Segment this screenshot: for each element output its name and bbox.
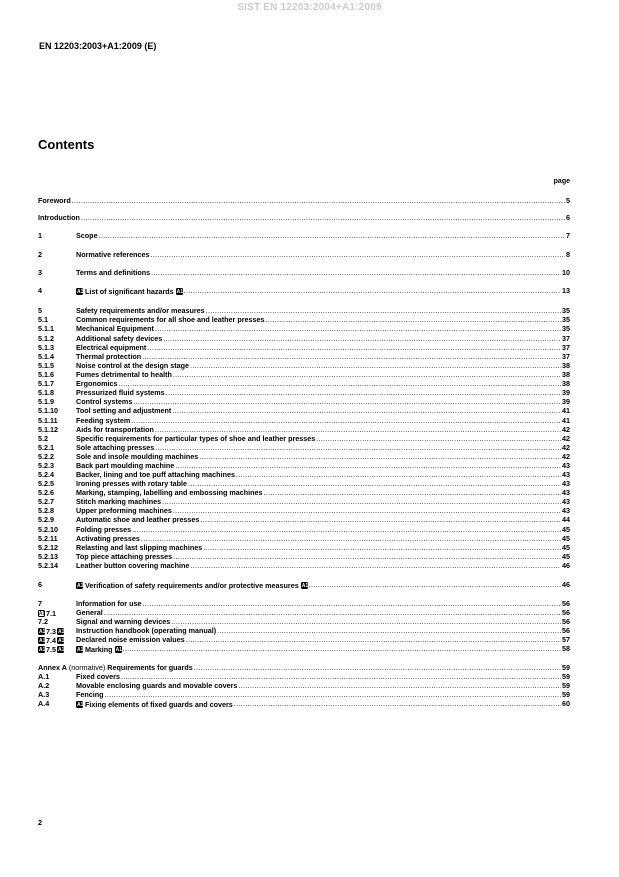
toc-entry-title: Terms and definitions xyxy=(76,268,151,277)
toc-entry[interactable] xyxy=(38,388,570,397)
toc-entry-number: 5.2.5 xyxy=(38,479,54,488)
toc-entry-title: Folding presses xyxy=(76,525,132,534)
toc-entry-title: Back part moulding machine xyxy=(76,461,175,470)
toc-entry-page: 45 xyxy=(562,534,570,543)
leader-dots xyxy=(141,534,561,543)
leader-dots xyxy=(203,543,561,552)
leader-dots xyxy=(175,461,561,470)
toc-entry[interactable] xyxy=(38,452,570,461)
toc-entry[interactable] xyxy=(38,425,570,434)
toc-entry-page: 39 xyxy=(562,397,570,406)
toc-entry-number: A1 7.4 A1 xyxy=(39,636,65,645)
page-title: Contents xyxy=(38,137,95,152)
toc-entry-number: 5.2.3 xyxy=(38,461,54,470)
toc-entry[interactable] xyxy=(38,506,570,515)
amendment-start-icon: A1 xyxy=(39,638,46,644)
toc-entry[interactable] xyxy=(38,370,570,379)
toc-entry-title: A1 Verification of safety requirements and/or protective measures A1 xyxy=(77,581,309,590)
annex-title: Requirements for guards xyxy=(107,663,193,672)
toc-entry-number: 5.2.14 xyxy=(38,561,58,570)
leader-dots xyxy=(151,250,565,259)
toc-entry-page: 13 xyxy=(562,286,570,295)
toc-entry-page: 41 xyxy=(562,416,570,425)
toc-entry[interactable] xyxy=(38,306,570,315)
toc-entry-page: 43 xyxy=(562,461,570,470)
toc-entry[interactable] xyxy=(38,231,570,240)
toc-entry-title: Fencing xyxy=(76,690,104,699)
toc-entry[interactable] xyxy=(38,608,570,617)
toc-entry-title: Backer, lining and toe puff attaching machines xyxy=(76,470,235,479)
toc-entry[interactable] xyxy=(38,352,570,361)
toc-entry[interactable] xyxy=(38,515,570,524)
amendment-end-icon: A1 xyxy=(58,647,65,653)
toc-entry-number: 7 xyxy=(38,599,42,608)
toc-entry-title: Control systems xyxy=(76,397,133,406)
toc-entry-title: Activating presses xyxy=(76,534,140,543)
toc-entry-number: 5.1 xyxy=(38,315,48,324)
toc-entry-page: 58 xyxy=(562,644,570,653)
toc-entry-number: 5.1.1 xyxy=(38,324,54,333)
amendment-marker-icon: A1 xyxy=(39,611,46,617)
toc-entry-number: 5.1.10 xyxy=(38,406,58,415)
toc-entry-number: 3 xyxy=(38,268,42,277)
toc-entry[interactable] xyxy=(38,635,570,644)
toc-entry-title: Pressurized fluid systems xyxy=(76,388,165,397)
toc-entry[interactable] xyxy=(38,690,570,699)
toc-entry[interactable] xyxy=(38,397,570,406)
document-header: EN 12203:2003+A1:2009 (E) xyxy=(39,41,157,51)
toc-entry-number: 4 xyxy=(38,286,42,295)
leader-dots xyxy=(105,690,561,699)
toc-entry-title: Aids for transportation xyxy=(76,425,154,434)
toc-entry-title: Additional safety devices xyxy=(76,334,163,343)
toc-entry-number: 5.1.11 xyxy=(38,416,58,425)
leader-dots xyxy=(172,406,561,415)
toc-entry-title: Foreword xyxy=(38,196,71,205)
toc-entry-number: 5.1.5 xyxy=(38,361,54,370)
toc-entry-page: 56 xyxy=(562,617,570,626)
page-number: 2 xyxy=(38,818,42,827)
leader-dots xyxy=(264,488,561,497)
leader-dots xyxy=(163,334,561,343)
toc-entry-page: 41 xyxy=(562,406,570,415)
toc-entry-page: 45 xyxy=(562,552,570,561)
toc-entry-title: Annex A (normative) Requirements for guards xyxy=(38,663,193,672)
leader-dots xyxy=(162,497,561,506)
leader-dots xyxy=(121,672,561,681)
toc-entry-title: Ironing presses with rotary table xyxy=(76,479,188,488)
leader-dots xyxy=(199,452,561,461)
toc-entry[interactable] xyxy=(38,626,570,635)
toc-entry-number: A.2 xyxy=(38,681,50,690)
toc-entry-page: 8 xyxy=(566,250,570,259)
toc-entry-title: Tool setting and adjustment xyxy=(76,406,172,415)
toc-entry[interactable] xyxy=(38,644,570,653)
toc-entry[interactable] xyxy=(38,479,570,488)
toc-entry[interactable] xyxy=(38,599,570,608)
toc-entry-page: 46 xyxy=(562,561,570,570)
toc-entry-number: 7.2 xyxy=(38,617,48,626)
leader-dots xyxy=(200,515,561,524)
toc-entry-page: 42 xyxy=(562,434,570,443)
leader-dots xyxy=(194,663,561,672)
toc-entry-number: 6 xyxy=(38,580,42,589)
toc-entry-page: 43 xyxy=(562,488,570,497)
toc-entry-page: 59 xyxy=(562,672,570,681)
toc-entry-number: 5 xyxy=(38,306,42,315)
toc-entry-page: 43 xyxy=(562,470,570,479)
toc-entry-number: 5.2.8 xyxy=(38,506,54,515)
leader-dots xyxy=(234,699,561,708)
toc-entry-number: 5.2.2 xyxy=(38,452,54,461)
toc-entry[interactable] xyxy=(38,196,570,205)
toc-entry-number: 5.2.1 xyxy=(38,443,54,452)
toc-entry-number: A.3 xyxy=(38,690,50,699)
toc-entry-title: Declared noise emission values xyxy=(76,635,185,644)
toc-entry-page: 38 xyxy=(562,379,570,388)
toc-entry-page: 37 xyxy=(562,334,570,343)
toc-entry-page: 56 xyxy=(562,608,570,617)
amendment-start-icon: A1 xyxy=(77,702,84,708)
leader-dots xyxy=(142,352,561,361)
amendment-end-icon: A1 xyxy=(301,583,309,589)
amendment-end-icon: A1 xyxy=(115,647,122,653)
toc-entry-page: 59 xyxy=(562,663,570,672)
toc-entry-title: Noise control at the design stage xyxy=(76,361,190,370)
toc-entry-title: Mechanical Equipment xyxy=(76,324,154,333)
toc-entry[interactable] xyxy=(38,213,570,222)
toc-entry-page: 35 xyxy=(562,324,570,333)
toc-entry-number: 5.1.12 xyxy=(38,425,58,434)
toc-entry-title: A1 List of significant hazards A1 xyxy=(77,287,184,296)
leader-dots xyxy=(217,626,561,635)
leader-dots xyxy=(99,231,565,240)
leader-dots xyxy=(155,443,561,452)
toc-entry-page: 38 xyxy=(562,370,570,379)
toc-entry-page: 43 xyxy=(562,497,570,506)
toc-entry-page: 45 xyxy=(562,543,570,552)
toc-entry-page: 10 xyxy=(562,268,570,277)
toc-entry[interactable] xyxy=(38,497,570,506)
toc-entry-number: 5.2 xyxy=(38,434,48,443)
toc-entry-page: 43 xyxy=(562,506,570,515)
toc-entry-page: 38 xyxy=(562,361,570,370)
toc-entry-number: 5.2.9 xyxy=(38,515,54,524)
toc-entry-number: 5.2.13 xyxy=(38,552,58,561)
toc-entry-title: Common requirements for all shoe and leather presses xyxy=(76,315,265,324)
toc-entry-number: 5.1.8 xyxy=(38,388,54,397)
toc-entry[interactable] xyxy=(38,561,570,570)
toc-entry[interactable] xyxy=(38,334,570,343)
toc-entry-number: 5.1.7 xyxy=(38,379,54,388)
toc-entry[interactable] xyxy=(38,343,570,352)
toc-entry-number: A.1 xyxy=(38,672,50,681)
toc-entry-title: Thermal protection xyxy=(76,352,142,361)
toc-entry-page: 6 xyxy=(566,213,570,222)
leader-dots xyxy=(119,379,561,388)
toc-entry-title: Scope xyxy=(76,231,98,240)
toc-entry-page: 5 xyxy=(566,196,570,205)
toc-entry-page: 42 xyxy=(562,452,570,461)
leader-dots xyxy=(147,343,561,352)
toc-entry[interactable] xyxy=(38,681,570,690)
toc-entry[interactable] xyxy=(38,416,570,425)
leader-dots xyxy=(81,213,565,222)
toc-entry-page: 39 xyxy=(562,388,570,397)
toc-entry-number: 5.1.9 xyxy=(38,397,54,406)
toc-entry-title: General xyxy=(76,608,103,617)
toc-entry[interactable] xyxy=(38,580,570,589)
toc-entry[interactable] xyxy=(38,552,570,561)
toc-entry-page: 57 xyxy=(562,635,570,644)
leader-dots xyxy=(131,416,561,425)
toc-entry-page: 42 xyxy=(562,443,570,452)
page-column-heading: page xyxy=(553,178,570,185)
leader-dots xyxy=(266,315,561,324)
amendment-start-icon: A1 xyxy=(39,629,46,635)
toc-entry[interactable] xyxy=(38,699,570,708)
toc-entry-title: Electrical equipment xyxy=(76,343,147,352)
toc-entry[interactable] xyxy=(38,663,570,672)
toc-entry-title: Top piece attaching presses xyxy=(76,552,173,561)
toc-entry[interactable] xyxy=(38,470,570,479)
toc-entry-title: Fumes detrimental to health xyxy=(76,370,172,379)
amendment-start-icon: A1 xyxy=(39,647,46,653)
toc-entry-title: Movable enclosing guards and movable covers xyxy=(76,681,238,690)
leader-dots xyxy=(151,268,561,277)
toc-entry[interactable] xyxy=(38,315,570,324)
toc-entry-number: 5.1.6 xyxy=(38,370,54,379)
toc-entry-title: Sole attaching presses xyxy=(76,443,155,452)
amendment-start-icon: A1 xyxy=(77,583,84,589)
toc-entry-title: A1 Marking A1 xyxy=(77,645,122,654)
toc-entry-title: Leather button covering machine xyxy=(76,561,190,570)
toc-entry[interactable] xyxy=(38,443,570,452)
toc-entry-title: Automatic shoe and leather presses xyxy=(76,515,200,524)
toc-entry[interactable] xyxy=(38,461,570,470)
toc-entry[interactable] xyxy=(38,672,570,681)
toc-entry-number: 1 xyxy=(38,231,42,240)
toc-entry-number: 5.2.10 xyxy=(38,525,58,534)
leader-dots xyxy=(155,324,561,333)
toc-entry[interactable] xyxy=(38,324,570,333)
leader-dots xyxy=(104,608,561,617)
toc-entry-page: 56 xyxy=(562,626,570,635)
toc-entry-number: 5.2.7 xyxy=(38,497,54,506)
toc-entry[interactable] xyxy=(38,434,570,443)
toc-entry-page: 43 xyxy=(562,479,570,488)
leader-dots xyxy=(206,306,561,315)
leader-dots xyxy=(238,681,561,690)
toc-entry[interactable] xyxy=(38,268,570,277)
amendment-end-icon: A1 xyxy=(176,289,184,295)
toc-entry[interactable] xyxy=(38,379,570,388)
amendment-end-icon: A1 xyxy=(58,629,65,635)
toc-entry-title: Stitch marking machines xyxy=(76,497,162,506)
toc-entry[interactable] xyxy=(38,488,570,497)
toc-entry-title: Normative references xyxy=(76,250,150,259)
toc-entry[interactable] xyxy=(38,534,570,543)
toc-entry-title: Sole and insole moulding machines xyxy=(76,452,199,461)
amendment-start-icon: A1 xyxy=(77,289,84,295)
toc-entry-title: Upper preforming machines xyxy=(76,506,172,515)
toc-entry-number: 5.1.4 xyxy=(38,352,54,361)
toc-entry[interactable] xyxy=(38,286,570,295)
leader-dots xyxy=(133,397,561,406)
leader-dots xyxy=(316,434,561,443)
leader-dots xyxy=(186,635,561,644)
leader-dots xyxy=(123,644,561,653)
leader-dots xyxy=(173,552,561,561)
toc-entry-title: Relasting and last slipping machines xyxy=(76,543,203,552)
toc-entry-page: 45 xyxy=(562,525,570,534)
leader-dots xyxy=(166,388,561,397)
toc-entry-page: 59 xyxy=(562,690,570,699)
toc-entry-title: A1 Fixing elements of fixed guards and covers xyxy=(77,700,233,709)
toc-entry[interactable] xyxy=(38,250,570,259)
leader-dots xyxy=(173,370,561,379)
toc-entry-page: 37 xyxy=(562,352,570,361)
toc-entry-number: A1 7.5 A1 xyxy=(39,645,65,654)
amendment-start-icon: A1 xyxy=(77,647,84,653)
amendment-end-icon: A1 xyxy=(58,638,65,644)
toc-entry-page: 37 xyxy=(562,343,570,352)
toc-entry-title: Safety requirements and/or measures xyxy=(76,306,205,315)
annex-type: (normative) xyxy=(68,663,106,672)
toc-entry[interactable] xyxy=(38,617,570,626)
leader-dots xyxy=(171,617,561,626)
toc-entry-title: Ergonomics xyxy=(76,379,118,388)
toc-entry-number: 5.2.12 xyxy=(38,543,58,552)
toc-entry-number: A1 7.3 A1 xyxy=(39,627,65,636)
toc-entry-page: 46 xyxy=(562,580,570,589)
toc-entry-title: Marking, stamping, labelling and embossing machines xyxy=(76,488,263,497)
toc-entry[interactable] xyxy=(38,543,570,552)
toc-entry-number: A1 7.1 xyxy=(39,609,56,618)
toc-entry-title: Introduction xyxy=(38,213,80,222)
toc-entry-title: Fixed covers xyxy=(76,672,120,681)
toc-entry[interactable] xyxy=(38,361,570,370)
leader-dots xyxy=(184,286,561,295)
leader-dots xyxy=(190,561,561,570)
toc-entry-number: 2 xyxy=(38,250,42,259)
toc-entry-title: Feeding system xyxy=(76,416,131,425)
toc-entry-number: 5.1.3 xyxy=(38,343,54,352)
watermark: SIST EN 12203:2004+A1:2009 xyxy=(237,2,382,13)
leader-dots xyxy=(132,525,561,534)
leader-dots xyxy=(155,425,561,434)
toc-entry-title: Signal and warning devices xyxy=(76,617,171,626)
toc-entry-page: 44 xyxy=(562,515,570,524)
toc-entry-number: 5.2.11 xyxy=(38,534,58,543)
toc-entry-page: 7 xyxy=(566,231,570,240)
toc-entry-page: 42 xyxy=(562,425,570,434)
toc-entry-page: 35 xyxy=(562,306,570,315)
toc-entry-number: A.4 xyxy=(38,699,50,708)
leader-dots xyxy=(236,470,561,479)
toc-entry[interactable] xyxy=(38,406,570,415)
leader-dots xyxy=(309,580,561,589)
toc-entry-page: 35 xyxy=(562,315,570,324)
toc-entry-title: Information for use xyxy=(76,599,142,608)
toc-entry[interactable] xyxy=(38,525,570,534)
toc-entry-page: 59 xyxy=(562,681,570,690)
leader-dots xyxy=(143,599,562,608)
leader-dots xyxy=(173,506,561,515)
leader-dots xyxy=(188,479,561,488)
leader-dots xyxy=(190,361,561,370)
toc-entry-number: 5.2.4 xyxy=(38,470,54,479)
leader-dots xyxy=(72,196,565,205)
toc-entry-title: Instruction handbook (operating manual) xyxy=(76,626,217,635)
toc-entry-title: Specific requirements for particular types of shoe and leather presses xyxy=(76,434,316,443)
toc-entry-page: 56 xyxy=(562,599,570,608)
toc-entry-page: 60 xyxy=(562,699,570,708)
toc-entry-number: 5.1.2 xyxy=(38,334,54,343)
toc-entry-number: 5.2.6 xyxy=(38,488,54,497)
